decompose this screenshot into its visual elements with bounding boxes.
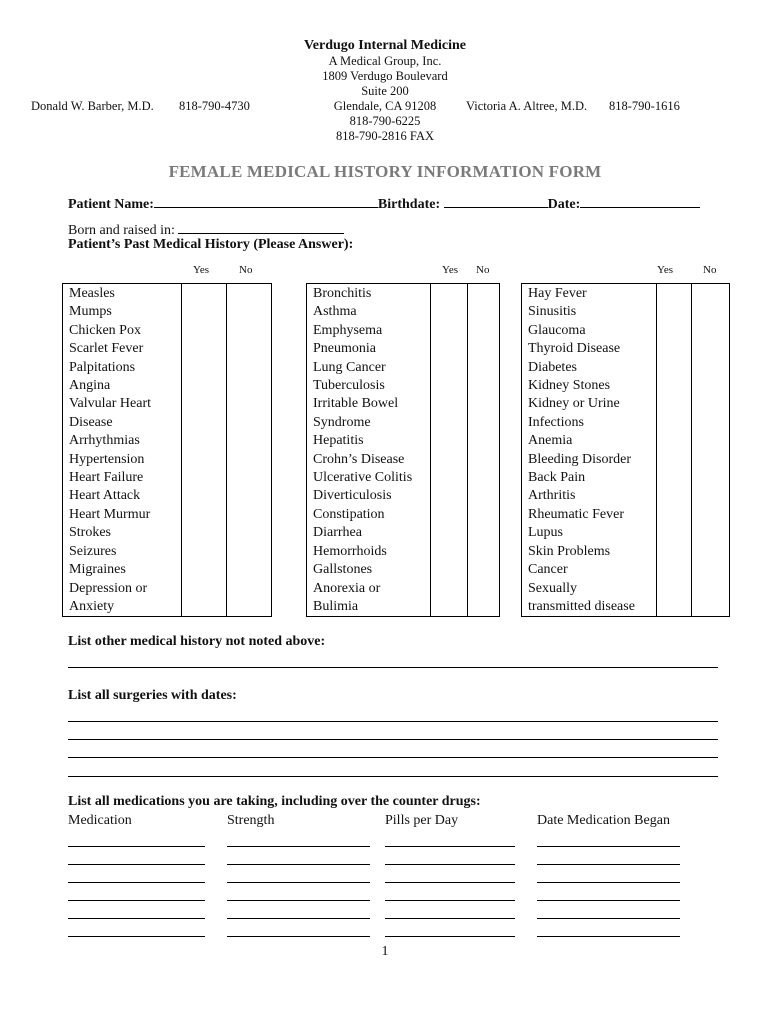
no-checkbox-column-1[interactable]: [227, 284, 272, 617]
patient-name-label: Patient Name:: [68, 197, 154, 212]
date-began-column-header: Date Medication Began: [537, 813, 670, 828]
clinic-street: 1809 Verdugo Boulevard: [322, 69, 448, 83]
surgeries-line-3[interactable]: [68, 757, 718, 758]
medication-entry-line-6[interactable]: [68, 936, 205, 937]
no-checkbox-column-3[interactable]: [692, 284, 730, 617]
no-label-col2: No: [476, 264, 490, 276]
medication-entry-line-5[interactable]: [68, 918, 205, 919]
yes-checkbox-column-2[interactable]: [431, 284, 468, 617]
past-history-label: Patient’s Past Medical History (Please Answer):: [68, 237, 354, 252]
date-began-entry-line-3[interactable]: [537, 882, 680, 883]
date-field[interactable]: [580, 193, 700, 208]
date-began-entry-line-5[interactable]: [537, 918, 680, 919]
yes-label-col2: Yes: [442, 264, 459, 276]
medication-entry-line-1[interactable]: [68, 846, 205, 847]
pills-per-day-column-header: Pills per Day: [385, 813, 459, 828]
medication-entry-line-3[interactable]: [68, 882, 205, 883]
surgeries-line-4[interactable]: [68, 776, 718, 777]
pills-per-day-entry-line-3[interactable]: [385, 882, 515, 883]
pills-per-day-entry-line-6[interactable]: [385, 936, 515, 937]
surgeries-line-2[interactable]: [68, 739, 718, 740]
page-number: 1: [381, 944, 389, 959]
born-raised-field[interactable]: [178, 219, 344, 234]
born-raised-label: Born and raised in:: [68, 223, 175, 238]
patient-info-row: [68, 193, 700, 213]
clinic-fax: 818-790-2816 FAX: [335, 129, 435, 143]
other-history-line[interactable]: [68, 667, 718, 668]
strength-entry-line-6[interactable]: [227, 936, 370, 937]
pills-per-day-entry-line-5[interactable]: [385, 918, 515, 919]
patient-name-field[interactable]: [154, 193, 378, 208]
conditions-table-3: [521, 283, 730, 617]
doctor-left-phone: 818-790-4730: [179, 99, 250, 113]
medications-label: List all medications you are taking, including over the counter drugs:: [68, 794, 481, 809]
doctor-right-name: Victoria A. Altree, M.D.: [466, 99, 588, 113]
yes-label-col3: Yes: [657, 264, 674, 276]
form-title: FEMALE MEDICAL HISTORY INFORMATION FORM: [168, 162, 602, 181]
born-raised-row: [68, 219, 344, 239]
no-label-col1: No: [239, 264, 253, 276]
strength-entry-line-1[interactable]: [227, 846, 370, 847]
clinic-city: Glendale, CA 91208: [333, 99, 437, 113]
surgeries-label: List all surgeries with dates:: [68, 688, 237, 703]
conditions-list-2: Bronchitis Asthma Emphysema Pneumonia Lung Cancer Tuberculosis Irritable Bowel Syndrome Hepatitis Crohn’s Disease Ulcerative Colitis Diverticulosis Constipation Diarrhea Hemorrhoids Gallstones Anorexia or Bulimia: [307, 284, 431, 617]
medication-entry-line-4[interactable]: [68, 900, 205, 901]
strength-entry-line-2[interactable]: [227, 864, 370, 865]
date-label: Date:: [547, 197, 581, 212]
no-checkbox-column-2[interactable]: [468, 284, 500, 617]
strength-column-header: Strength: [227, 813, 275, 828]
other-history-label: List other medical history not noted above:: [68, 634, 326, 649]
conditions-table-2: [306, 283, 500, 617]
conditions-table-1: [62, 283, 272, 617]
doctor-left-name: Donald W. Barber, M.D.: [31, 99, 154, 113]
yes-checkbox-column-3[interactable]: [657, 284, 692, 617]
strength-entry-line-5[interactable]: [227, 918, 370, 919]
birthdate-label: Birthdate:: [377, 197, 441, 212]
doctor-right-phone: 818-790-1616: [609, 99, 680, 113]
clinic-group: A Medical Group, Inc.: [328, 54, 442, 68]
medication-column-header: Medication: [68, 813, 132, 828]
date-began-entry-line-6[interactable]: [537, 936, 680, 937]
clinic-phone: 818-790-6225: [349, 114, 421, 128]
medication-entry-line-2[interactable]: [68, 864, 205, 865]
conditions-list-3: Hay Fever Sinusitis Glaucoma Thyroid Disease Diabetes Kidney Stones Kidney or Urine Infections Anemia Bleeding Disorder Back Pain Arthritis Rheumatic Fever Lupus Skin Problems Cancer Sexually transmitted disease: [522, 284, 657, 617]
clinic-name: Verdugo Internal Medicine: [303, 38, 467, 53]
strength-entry-line-3[interactable]: [227, 882, 370, 883]
date-began-entry-line-2[interactable]: [537, 864, 680, 865]
pills-per-day-entry-line-4[interactable]: [385, 900, 515, 901]
birthdate-field[interactable]: [444, 193, 548, 208]
yes-checkbox-column-1[interactable]: [182, 284, 227, 617]
yes-label-col1: Yes: [193, 264, 210, 276]
strength-entry-line-4[interactable]: [227, 900, 370, 901]
surgeries-line-1[interactable]: [68, 721, 718, 722]
clinic-suite: Suite 200: [361, 84, 409, 98]
pills-per-day-entry-line-2[interactable]: [385, 864, 515, 865]
date-began-entry-line-4[interactable]: [537, 900, 680, 901]
no-label-col3: No: [703, 264, 717, 276]
conditions-list-1: Measles Mumps Chicken Pox Scarlet Fever Palpitations Angina Valvular Heart Disease Arrhythmias Hypertension Heart Failure Heart Attack Heart Murmur Strokes Seizures Migraines Depression or Anxiety: [63, 284, 182, 617]
pills-per-day-entry-line-1[interactable]: [385, 846, 515, 847]
date-began-entry-line-1[interactable]: [537, 846, 680, 847]
